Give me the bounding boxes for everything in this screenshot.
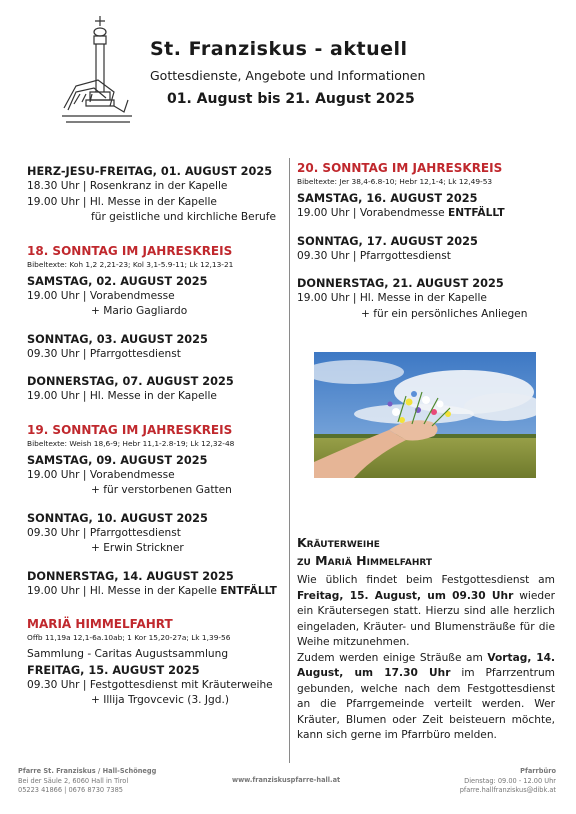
text-run: im Pfarrzentrum gebunden, welche nach dem Festgottesdienst an die Pfarrgemeinde verteilt werden. Wer Kräuter, Blumen oder Zeit beisteuern möchte, kann sich gerne im Pfarrbüro melden.: [297, 667, 555, 741]
text-run: Wie üblich findet beim Festgottesdienst am: [297, 574, 555, 586]
footer-office: [460, 767, 556, 796]
schedule-intention: + Mario Gagliardo: [91, 305, 188, 317]
schedule-text: 19.00 Uhr | Vorabendmesse: [297, 207, 445, 219]
footer-office-hours: Dienstag: 09.00 - 12.00 Uhr: [464, 776, 556, 785]
schedule-line: 09.30 Uhr | Festgottesdienst mit Kräuterweihe: [27, 678, 273, 691]
sunday-title: 20. SONNTAG IM JAHRESKREIS: [297, 161, 503, 175]
day-heading: SAMSTAG, 16. AUGUST 2025: [297, 192, 478, 205]
right-column: [297, 160, 559, 322]
column-divider: [289, 158, 290, 763]
day-heading: SONNTAG, 03. AUGUST 2025: [27, 332, 208, 346]
bible-texts: Bibeltexte: Weish 18,6-9; Hebr 11,1-2.8-19; Lk 12,32-48: [27, 438, 235, 448]
footer-office-title: Pfarrbüro: [520, 767, 556, 775]
schedule-line: 19.00 Uhr | Vorabendmesse: [27, 468, 175, 481]
day-heading: SONNTAG, 10. AUGUST 2025: [27, 511, 208, 525]
bible-texts: Bibeltexte: Koh 1,2 2,21-23; Kol 3,1-5.9-11; Lk 12,13-21: [27, 259, 234, 269]
schedule-intention: + für ein persönliches Anliegen: [361, 307, 528, 320]
text-run: Zudem werden einige Sträuße am: [297, 651, 488, 664]
church-column-logo: [60, 12, 138, 130]
schedule-line: 09.30 Uhr | Pfarrgottesdienst: [27, 526, 181, 539]
article-title: [297, 534, 432, 570]
article-title-line: zu Mariä Himmelfahrt: [297, 553, 433, 568]
day-heading: DONNERSTAG, 07. AUGUST 2025: [27, 375, 234, 388]
text-run-bold: Vortag, 14. August, um 17.30 Uhr: [297, 651, 555, 679]
schedule-line: 18.30 Uhr | Rosenkranz in der Kapelle: [27, 180, 228, 192]
article-paragraph: [297, 651, 555, 744]
footer-street: Bei der Säule 2, 6060 Hall in Tirol: [18, 776, 129, 785]
cancelled-label: ENTFÄLLT: [220, 584, 277, 597]
day-heading: SAMSTAG, 02. AUGUST 2025: [27, 274, 208, 288]
cancelled-label: ENTFÄLLT: [448, 207, 505, 219]
flowers-photo: [314, 352, 536, 478]
collection-note: Sammlung - Caritas Augustsammlung: [27, 648, 229, 660]
day-heading: DONNERSTAG, 14. AUGUST 2025: [27, 569, 234, 583]
schedule-line: 09.30 Uhr | Pfarrgottesdienst: [27, 347, 181, 360]
day-heading: DONNERSTAG, 21. AUGUST 2025: [297, 277, 504, 290]
text-run: wieder ein Kräutersegen statt. Hierzu sind alle herzlich eingeladen, Kräuter- und Blumensträuße für die Weihe mitzunehmen.: [297, 589, 555, 648]
footer-email-link[interactable]: pfarre.hallfranziskus@dibk.at: [459, 786, 556, 794]
sunday-title: 18. SONNTAG IM JAHRESKREIS: [27, 243, 233, 258]
date-range: 01. August bis 21. August 2025: [167, 91, 415, 107]
day-heading: SAMSTAG, 09. AUGUST 2025: [27, 453, 208, 467]
schedule-line: 19.00 Uhr | Hl. Messe in der Kapelle: [297, 292, 487, 304]
text-run-bold: Freitag, 15. August, um 09.30 Uhr: [297, 589, 514, 602]
page-subtitle: Gottesdienste, Angebote und Informationen: [150, 68, 426, 83]
schedule-intention: für geistliche und kirchliche Berufe: [91, 211, 277, 223]
page-title: St. Franziskus - aktuell: [150, 38, 408, 60]
schedule-intention: + Illija Trgovcevic (3. Jgd.): [91, 694, 229, 706]
day-heading: FREITAG, 15. AUGUST 2025: [27, 663, 200, 677]
day-heading: SONNTAG, 17. AUGUST 2025: [297, 234, 478, 248]
bible-texts: Offb 11,19a 12,1-6a.10ab; 1 Kor 15,20-27a; Lk 1,39-56: [27, 633, 231, 642]
schedule-line: 09.30 Uhr | Pfarrgottesdienst: [297, 249, 451, 262]
feast-title: MARIÄ HIMMELFAHRT: [27, 617, 173, 631]
left-column: [27, 164, 285, 709]
footer-website-link[interactable]: www.franziskuspfarre-hall.at: [232, 776, 341, 784]
footer-phone: 05223 41866 | 0676 8730 7385: [18, 786, 123, 794]
article-body: [297, 573, 555, 744]
footer-parish-name: Pfarre St. Franziskus / Hall-Schönegg: [18, 767, 157, 775]
day-heading: HERZ-JESU-FREITAG, 01. AUGUST 2025: [27, 165, 273, 178]
article-title-line: Kräuterweihe: [297, 535, 380, 550]
schedule-intention: + Erwin Strickner: [91, 542, 184, 554]
bible-texts: Bibeltexte: Jer 38,4-6.8-10; Hebr 12,1-4; Lk 12,49-53: [297, 177, 493, 186]
schedule-line: 19.00 Uhr | Vorabendmesse: [27, 289, 175, 302]
sunday-title: 19. SONNTAG IM JAHRESKREIS: [27, 422, 233, 437]
schedule-line: [27, 584, 285, 600]
schedule-line: 19.00 Uhr | Hl. Messe in der Kapelle: [27, 390, 217, 402]
schedule-text: 19.00 Uhr | Hl. Messe in der Kapelle: [27, 584, 217, 597]
schedule-line: 19.00 Uhr | Hl. Messe in der Kapelle: [27, 195, 217, 208]
schedule-intention: + für verstorbenen Gatten: [91, 484, 232, 496]
footer-address: [18, 767, 156, 796]
schedule-line: [297, 206, 559, 222]
article-paragraph: [297, 573, 555, 651]
